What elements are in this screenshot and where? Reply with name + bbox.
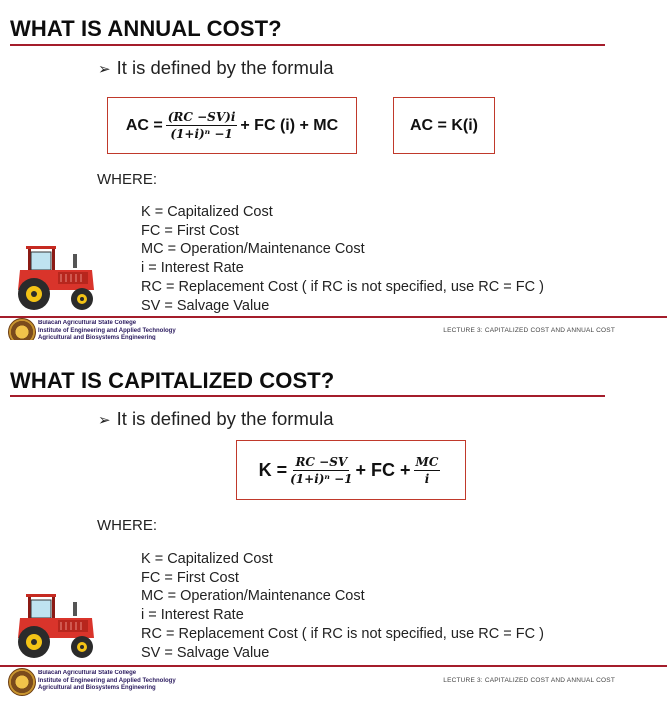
bullet-arrow-icon: ➢ bbox=[98, 61, 111, 78]
footer-divider bbox=[0, 665, 667, 667]
org-line: Agricultural and Biosystems Engineering bbox=[38, 685, 156, 691]
tractor-icon bbox=[6, 588, 98, 660]
fraction-numerator: RC −SV bbox=[295, 454, 348, 469]
definition-item: SV = Salvage Value bbox=[141, 297, 270, 314]
definition-item: FC = First Cost bbox=[141, 222, 239, 239]
org-line: Bulacan Agricultural State College bbox=[38, 320, 137, 326]
definition-item: RC = Replacement Cost ( if RC is not specified, use RC = FC ) bbox=[141, 278, 544, 295]
definition-item: MC = Operation/Maintenance Cost bbox=[141, 588, 365, 605]
lecture-footer: LECTURE 3: CAPITALIZED COST AND ANNUAL COST bbox=[443, 327, 615, 334]
formula-rest: + FC (i) + MC bbox=[240, 116, 339, 134]
bullet-line bbox=[98, 408, 334, 430]
org-line: Agricultural and Biosystems Engineering bbox=[38, 335, 156, 340]
fraction-denominator: i bbox=[424, 471, 430, 486]
bullet-text: It is defined by the formula bbox=[116, 57, 334, 78]
formula-alt: AC = K(i) bbox=[410, 116, 478, 134]
fraction-numerator: (RC −SV)i bbox=[167, 110, 236, 124]
college-seal-icon bbox=[8, 318, 36, 340]
formula-fraction bbox=[166, 110, 238, 141]
college-name bbox=[38, 670, 176, 692]
formula-fraction-2 bbox=[414, 455, 441, 486]
org-line: Institute of Engineering and Applied Technology bbox=[38, 677, 176, 684]
fraction-denominator: (1+i)ⁿ −1 bbox=[290, 471, 353, 486]
slide-annual-cost bbox=[0, 0, 667, 340]
bullet-line bbox=[98, 57, 334, 79]
tractor-icon bbox=[6, 240, 98, 312]
formula-fraction bbox=[290, 455, 352, 486]
bullet-arrow-icon: ➢ bbox=[98, 412, 111, 429]
college-seal-icon bbox=[8, 668, 36, 696]
definitions-list bbox=[141, 203, 544, 315]
definitions-list bbox=[141, 550, 544, 662]
formula-lhs: AC = bbox=[125, 116, 163, 134]
footer-divider bbox=[0, 316, 667, 318]
org-line: Bulacan Agricultural State College bbox=[38, 670, 137, 676]
formula-lhs: K = bbox=[258, 459, 288, 480]
lecture-footer: LECTURE 3: CAPITALIZED COST AND ANNUAL COST bbox=[443, 677, 615, 684]
bullet-text: It is defined by the formula bbox=[116, 408, 334, 429]
fraction-numerator: MC bbox=[415, 454, 439, 469]
annual-cost-formula-box bbox=[107, 97, 357, 154]
slide-title: WHAT IS ANNUAL COST? bbox=[10, 16, 282, 41]
definition-item: FC = First Cost bbox=[141, 569, 239, 586]
org-line: Institute of Engineering and Applied Technology bbox=[38, 327, 176, 334]
capitalized-cost-formula-box bbox=[236, 440, 466, 500]
slide-capitalized-cost bbox=[0, 363, 667, 713]
definition-item: K = Capitalized Cost bbox=[141, 551, 273, 567]
annual-cost-alt-formula-box bbox=[393, 97, 495, 154]
college-name bbox=[38, 320, 176, 340]
title-divider bbox=[10, 44, 605, 46]
definition-item: SV = Salvage Value bbox=[141, 644, 270, 661]
definition-item: RC = Replacement Cost ( if RC is not specified, use RC = FC ) bbox=[141, 625, 544, 642]
definition-item: K = Capitalized Cost bbox=[141, 204, 273, 220]
title-divider bbox=[10, 395, 605, 397]
where-label: WHERE: bbox=[97, 171, 157, 188]
fraction-denominator: (1+i)ⁿ −1 bbox=[170, 127, 233, 141]
where-label: WHERE: bbox=[97, 517, 157, 534]
formula-mid: + FC + bbox=[355, 459, 411, 480]
definition-item: i = Interest Rate bbox=[141, 607, 244, 624]
definition-item: i = Interest Rate bbox=[141, 260, 244, 277]
definition-item: MC = Operation/Maintenance Cost bbox=[141, 241, 365, 258]
slide-title: WHAT IS CAPITALIZED COST? bbox=[10, 368, 335, 393]
